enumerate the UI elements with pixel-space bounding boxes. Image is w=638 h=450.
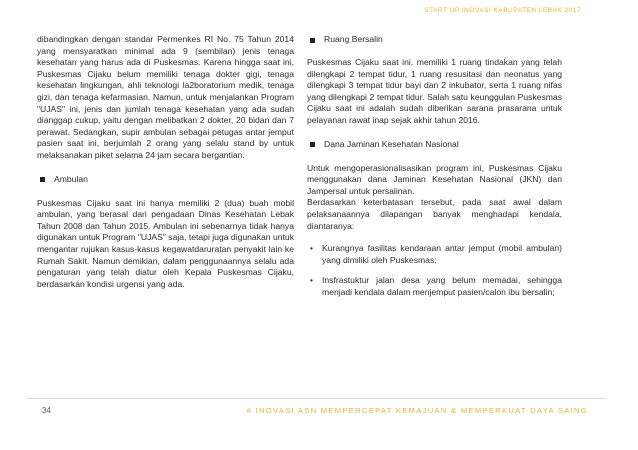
ruang-bersalin-heading-label: Ruang Bersalin [324, 34, 383, 45]
list-item [307, 243, 562, 266]
dana-jkn-heading [307, 139, 562, 151]
right-column [307, 34, 562, 299]
footer-divider [27, 398, 607, 399]
right-paragraph-3: Berdasarkan keterbatasan tersebut, pada saat awal dalam pelaksanaannya dilapangan banyak menghadapi kendala, diantaranya: [307, 197, 562, 231]
right-paragraph-2: Untuk mengoperasionalisasikan program ini, Puskesmas Cijaku menggunakan dana Jaminan Kesehatan Nasional (JKN) dan Jampersal untuk persalinan. [307, 162, 562, 196]
list-item-text: Insfrastuktur jalan desa yang belum memadai, sehingga menjadi kendala dalam menjemput pasien/calon ibu bersalin; [322, 275, 562, 297]
ambulan-heading [37, 174, 294, 186]
square-bullet-icon [310, 142, 315, 147]
page-number: 34 [42, 406, 51, 415]
bullet-dot-icon: • [310, 275, 314, 286]
left-paragraph-1: dibandingkan dengan standar Permenkes RI No. 75 Tahun 2014 yang mensyaratkan minimal ada 9 (sembilan) jenis tenaga kesehatan yang harus ada di Puskesmas. Karena hingga saat ini, Puskesmas Cijaku belum memiliki tenaga dokter gigi, tenaga kesehatan lingkungan, ahli teknologi la2boratorium medik, tenaga gizi, dan tenaga kefarmasian. Namun, untuk menjalankan Program "UJAS" ini, jenis dan jumlah tenaga kesehatan yang ada sudah dianggap cukup, yaitu dengan melibatkan 2 dokter, 20 bidan dan 7 perawat. Sedangkan, supir ambulan sebagai petugas antar jemput pasien saat ini, berjumlah 2 orang yang selalu stand by untuk melaksanakan piket selama 24 jam secara bergantian. [37, 34, 294, 160]
bullet-dot-icon: • [310, 243, 314, 254]
ambulan-heading-label: Ambulan [54, 173, 88, 184]
dana-jkn-heading-label: Dana Jaminan Kesehatan Nasional [324, 138, 459, 149]
ruang-bersalin-heading [307, 34, 562, 46]
list-item [307, 275, 562, 298]
left-paragraph-2: Puskesmas Cijaku saat ini hanya memiliki 2 (dua) buah mobil ambulan, yang berasal dari pengadaan Dinas Kesehatan Lebak Tahun 2008 dan Tahun 2015. Ambulan ini sebenarnya tidak hanya digunakan untuk Program "UJAS" saja, tetapi juga digunakan untuk mengantar rujukan kasus-kasus kegawatdaruratan penyakit lain ke Rumah Sakit. Namun demikian, dalam penggunaannya selalu ada pengaturan yang telah diatur oleh Kepala Puskesmas Cijaku, berdasarkan kondisi urgensi yang ada. [37, 197, 294, 289]
footer-title: # INOVASI ASN MEMPERCEPAT KEMAJUAN & MEMPERKUAT DAYA SAING [246, 406, 588, 415]
running-header: START UP INOVASI KABUPATEN LEBAK 2017 [424, 7, 581, 14]
left-column [37, 34, 294, 290]
list-item-text: Kurangnya fasilitas kendaraan antar jemput (mobil ambulan) yang dimiliki oleh Puskesmas; [322, 243, 562, 265]
square-bullet-icon [310, 38, 315, 43]
square-bullet-icon [40, 177, 45, 182]
right-paragraph-1: Puskesmas Cijaku saat ini, memiliki 1 ruang tindakan yang telah dilengkapi 2 tempat tidur, 1 ruang resusitasi dan neonatus yang dilengkapi 3 tempat tidur bayi dan 2 inkubator, serta 1 ruang nifas yang dilengkapi 2 tempat tidur. Salah satu keunggulan Puskesmas Cijaku saat ini adalah sudah diberikan sarana prasarana untuk pelayanan rawat inap sejak akhir tahun 2016. [307, 57, 562, 125]
kendala-list [307, 243, 562, 298]
